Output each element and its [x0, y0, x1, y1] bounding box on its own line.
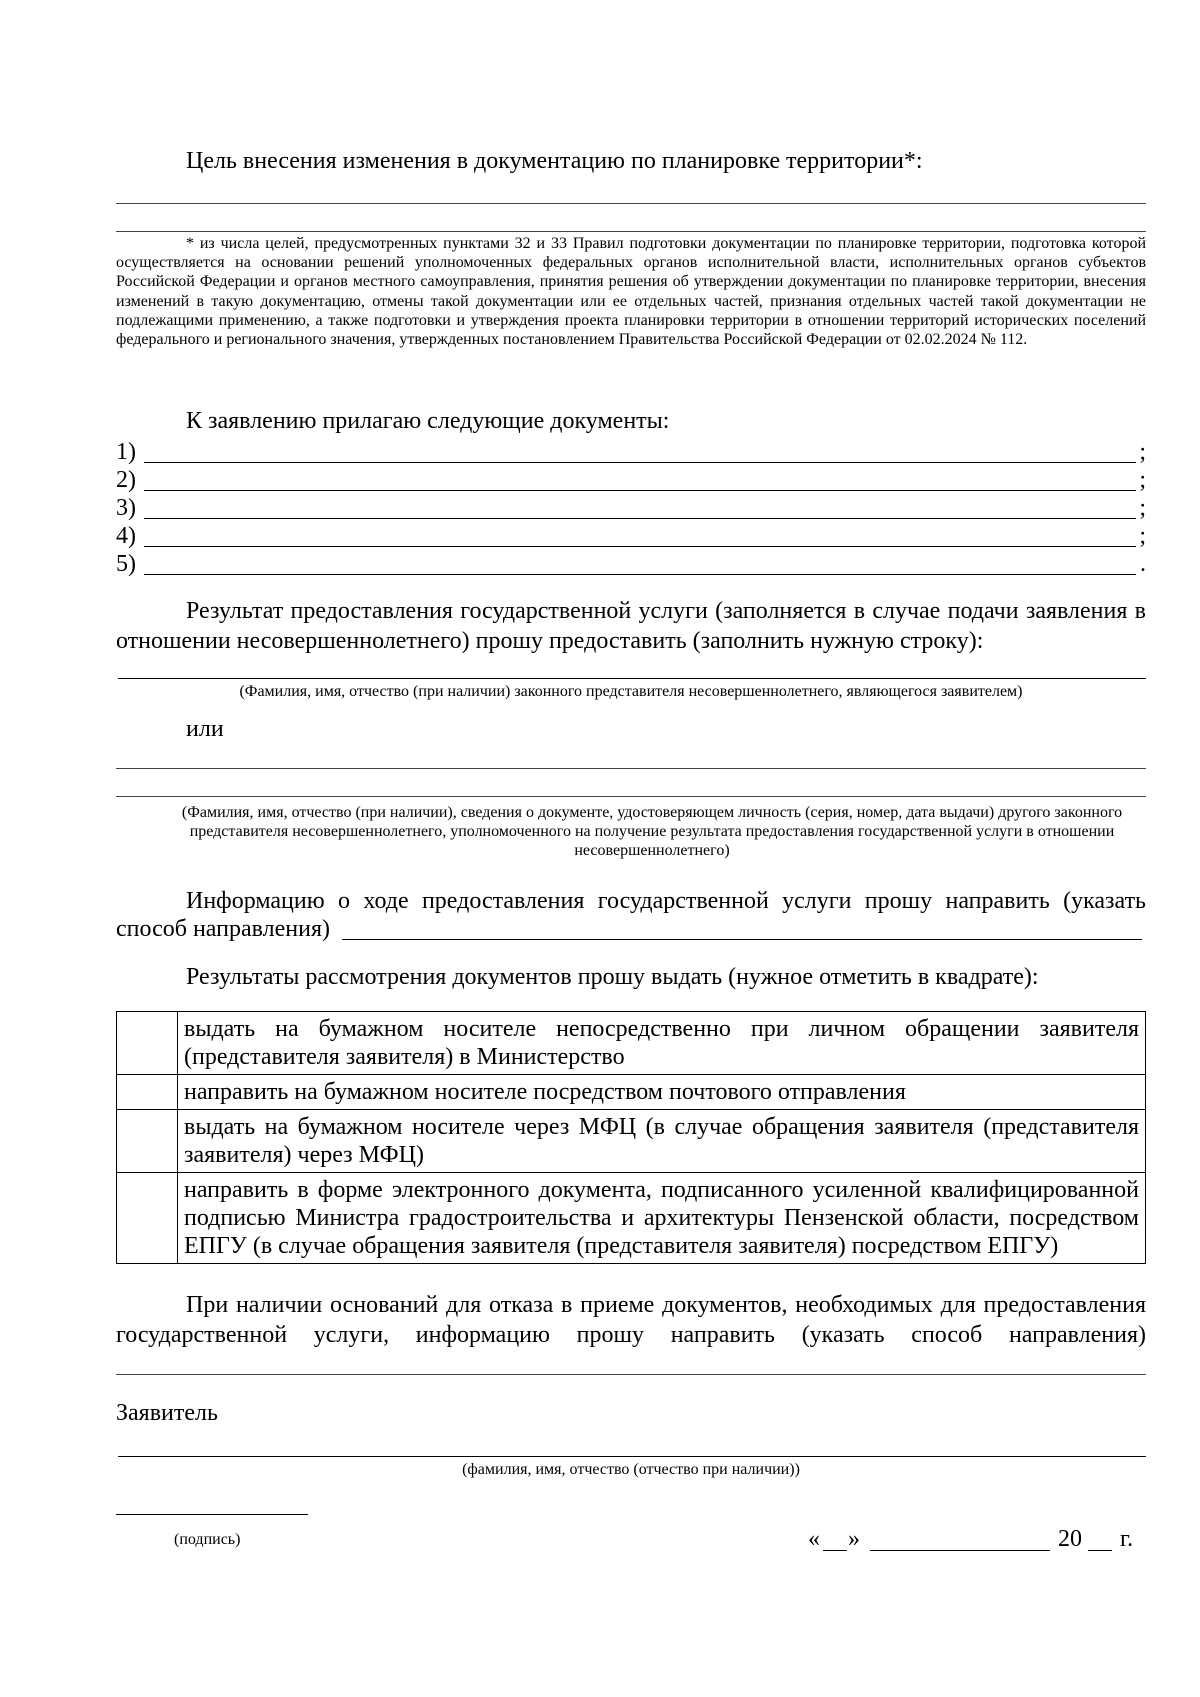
date-year-suffix: г.: [1120, 1526, 1134, 1552]
option-text: направить в форме электронного документа, подписанного усиленной квалифицированной подписью Министра градостроительства и архитектуры Пензенской области, посредством ЕПГУ (в случае обращения заявителя (представителя заявителя) посредством ЕПГУ): [178, 1173, 1146, 1264]
attachment-end-mark: ;: [1139, 439, 1146, 465]
attachment-row-3: [116, 494, 1146, 522]
other-representative-input-line-1[interactable]: [116, 768, 1146, 769]
option-text: выдать на бумажном носителе непосредственно при личном обращении заявителя (представителя заявителя) в Министерство: [178, 1012, 1146, 1075]
delivery-options-table: [116, 1011, 1146, 1264]
date-year-prefix: 20: [1058, 1526, 1082, 1552]
option-checkbox-mfc[interactable]: [117, 1110, 178, 1173]
attachment-number: 4): [116, 523, 136, 549]
option-checkbox-epgu[interactable]: [117, 1173, 178, 1264]
attachment-number: 5): [116, 551, 136, 577]
attachment-row-4: [116, 522, 1146, 550]
signature-input-line[interactable]: [116, 1514, 308, 1515]
or-label: или: [186, 716, 224, 742]
attachment-input-line[interactable]: [144, 546, 1136, 547]
info-line-1: Информацию о ходе предоставления государственной услуги прошу направить (указать: [186, 888, 1146, 914]
delivery-option-row: [117, 1173, 1146, 1264]
attachment-row-5: [116, 550, 1146, 578]
legal-representative-caption: (Фамилия, имя, отчество (при наличии) законного представителя несовершеннолетнего, являющегося заявителем): [239, 683, 1023, 700]
attachment-input-line[interactable]: [144, 574, 1136, 575]
legal-representative-input-line[interactable]: [118, 678, 1146, 679]
attachment-input-line[interactable]: [144, 490, 1136, 491]
attachment-input-line[interactable]: [144, 518, 1136, 519]
attachment-number: 2): [116, 467, 136, 493]
delivery-option-row: [117, 1110, 1146, 1173]
signature-caption: (подпись): [174, 1531, 241, 1548]
option-checkbox-post[interactable]: [117, 1075, 178, 1110]
date-day-input-line[interactable]: [823, 1550, 847, 1551]
other-representative-input-line-2[interactable]: [116, 796, 1146, 797]
goal-label: Цель внесения изменения в документацию по планировке территории*:: [186, 148, 923, 174]
option-text: направить на бумажном носителе посредством почтового отправления: [178, 1075, 1146, 1110]
attachment-end-mark: .: [1140, 551, 1146, 577]
attachment-number: 1): [116, 439, 136, 465]
date-year-input-line[interactable]: [1088, 1550, 1112, 1551]
attachment-end-mark: ;: [1139, 467, 1146, 493]
delivery-option-row: [117, 1012, 1146, 1075]
other-representative-caption: (Фамилия, имя, отчество (при наличии), сведения о документе, удостоверяющем личность (серия, номер, дата выдачи) другого законного представителя несовершеннолетнего, уполномоченного на получение результата предоставления государственной услуги в отношении несовершеннолетнего): [181, 804, 1123, 859]
applicant-fio-caption: (фамилия, имя, отчество (отчество при наличии)): [462, 1461, 800, 1478]
refusal-method-input-line[interactable]: [116, 1374, 1146, 1375]
info-method-input-line[interactable]: [342, 939, 1142, 940]
goal-input-line[interactable]: [116, 203, 1146, 204]
option-text: выдать на бумажном носителе через МФЦ (в случае обращения заявителя (представителя заявителя) через МФЦ): [178, 1110, 1146, 1173]
attachment-row-2: [116, 466, 1146, 494]
attachment-number: 3): [116, 495, 136, 521]
attachment-input-line[interactable]: [144, 462, 1136, 463]
attachment-row-1: [116, 438, 1146, 466]
footnote-separator: [116, 231, 1146, 232]
delivery-option-row: [117, 1075, 1146, 1110]
attachments-heading: К заявлению прилагаю следующие документы:: [186, 408, 670, 434]
date-open-quote: «: [808, 1526, 820, 1552]
applicant-fio-input-line[interactable]: [118, 1456, 1146, 1457]
info-line-2: способ направления): [116, 916, 330, 942]
footnote-text: * из числа целей, предусмотренных пунктами 32 и 33 Правил подготовки документации по планировке территории, подготовка которой осуществляется на основании решений уполномоченных федеральных органов исполнительной власти, исполнительных органов субъектов Российской Федерации и органов местного самоуправления, принятия решения об утверждении документации по планировке территории, внесения изменений в такую документацию, отмены такой документации или ее отдельных частей, признания отдельных частей такой документации не подлежащими применению, а также подготовки и утверждения проекта планировки территории в отношении территорий исторических поселений федерального и регионального значения, утвержденных постановлением Правительства Российской Федерации от 02.02.2024 № 112.: [116, 235, 1146, 349]
refusal-paragraph: При наличии оснований для отказа в приеме документов, необходимых для предоставления государственной услуги, информацию прошу направить (указать способ направления): [116, 1292, 1146, 1348]
applicant-label: Заявитель: [116, 1400, 218, 1426]
date-close-quote: »: [848, 1526, 860, 1552]
option-checkbox-ministry[interactable]: [117, 1012, 178, 1075]
attachment-end-mark: ;: [1139, 495, 1146, 521]
footnote: [116, 234, 1146, 349]
attachment-end-mark: ;: [1139, 523, 1146, 549]
results-issue-heading: Результаты рассмотрения документов прошу выдать (нужное отметить в квадрате):: [186, 964, 1039, 990]
date-month-input-line[interactable]: [870, 1550, 1050, 1551]
result-paragraph: Результат предоставления государственной услуги (заполняется в случае подачи заявления в отношении несовершеннолетнего) прошу предоставить (заполнить нужную строку):: [116, 598, 1146, 654]
